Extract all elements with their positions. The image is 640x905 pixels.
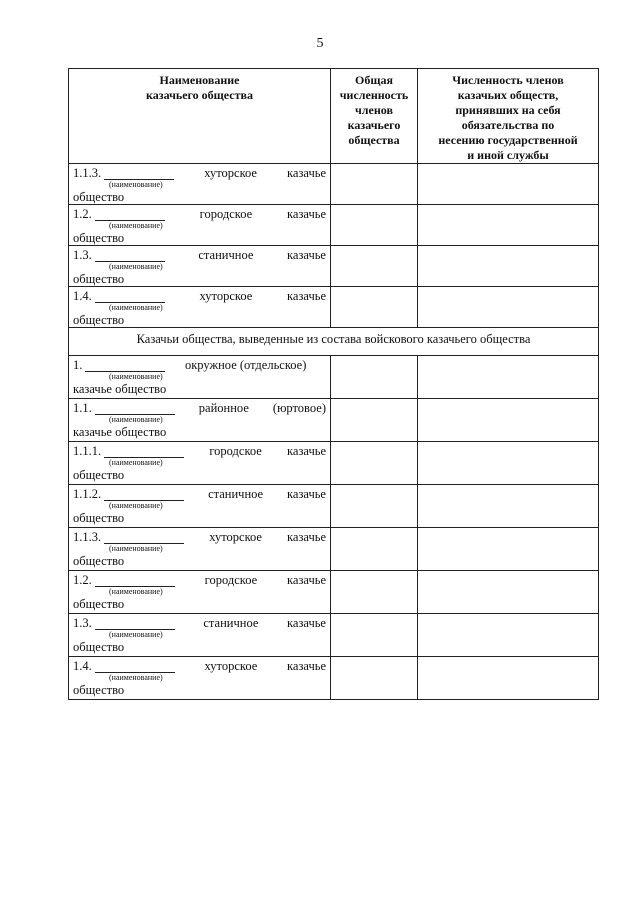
blank-line [104,169,174,180]
society-word: казачье [287,530,326,544]
society-word: казачье [287,573,326,587]
society-name-cell [69,205,331,246]
society-tail: общество [73,554,125,568]
name-line [73,166,326,180]
table-row [69,485,599,528]
row-number: 1.1. [73,401,92,415]
blank-line [95,662,175,673]
society-tail: общество [73,640,125,654]
society-name-cell [69,287,331,328]
blank-caption: (наименование) [109,673,163,682]
blank-line [95,251,165,262]
numbered-blank [73,166,174,180]
table-row [69,205,599,246]
row-number: 1.1.3. [73,166,102,180]
numbered-blank [73,616,175,630]
cossack-societies-table [68,68,599,700]
table-row [69,614,599,657]
total-members-cell[interactable] [331,356,418,399]
service-members-cell[interactable] [418,246,599,287]
numbered-blank [73,487,184,501]
blank-caption: (наименование) [109,180,163,189]
blank-caption: (наименование) [109,630,163,639]
total-members-cell[interactable] [331,657,418,700]
total-members-cell[interactable] [331,442,418,485]
society-name-cell [69,485,331,528]
society-word: казачье [287,248,326,262]
society-tail: общество [73,313,125,327]
table-row [69,399,599,442]
blank-caption: (наименование) [109,303,163,312]
service-members-cell[interactable] [418,442,599,485]
blank-line [104,533,184,544]
society-tail: общество [73,511,125,525]
name-line [73,659,326,673]
society-tail: общество [73,231,125,245]
name-line [73,248,326,262]
blank-line [95,404,175,415]
total-members-cell[interactable] [331,164,418,205]
blank-line [104,490,184,501]
society-name-cell [69,399,331,442]
row-number: 1.4. [73,289,92,303]
society-name-cell [69,246,331,287]
society-tail: казачье общество [73,382,167,396]
row-number: 1.3. [73,248,92,262]
society-name-cell [69,614,331,657]
name-line [73,487,326,501]
section-title: Казачьи общества, выведенные из состава войскового казачьего общества [69,328,599,356]
blank-caption: (наименование) [109,544,163,553]
table-header-row [69,69,599,164]
name-line [73,207,326,221]
society-tail: общество [73,468,125,482]
service-members-cell[interactable] [418,399,599,442]
row-number: 1.1.1. [73,444,102,458]
society-tail: общество [73,597,125,611]
service-members-cell[interactable] [418,614,599,657]
table-row [69,657,599,700]
society-kind: станичное [208,487,264,501]
society-word: казачье [287,207,326,221]
numbered-blank [73,401,175,415]
blank-caption: (наименование) [109,415,163,424]
row-number: 1. [73,358,83,372]
blank-line [95,619,175,630]
table-row [69,164,599,205]
society-tail: общество [73,190,125,204]
total-members-cell[interactable] [331,205,418,246]
society-tail: общество [73,272,125,286]
society-name-cell [69,657,331,700]
blank-line [95,210,165,221]
total-members-cell[interactable] [331,614,418,657]
table-row [69,528,599,571]
blank-caption: (наименование) [109,221,163,230]
service-members-cell[interactable] [418,205,599,246]
blank-caption: (наименование) [109,587,163,596]
society-word: казачье [287,166,326,180]
total-members-cell[interactable] [331,485,418,528]
society-word: казачье [287,444,326,458]
society-kind: хуторское [199,289,253,303]
section-row [69,328,599,356]
numbered-blank [73,289,165,303]
total-members-cell[interactable] [331,528,418,571]
header-service-members: Численность членов казачьих обществ, принявших на себя обязательства по несению государственной и иной службы [418,69,599,164]
society-name-cell [69,571,331,614]
society-name-cell [69,164,331,205]
society-kind: хуторское [204,659,258,673]
total-members-cell[interactable] [331,287,418,328]
society-kind: городское [209,444,262,458]
society-word: казачье [287,487,326,501]
blank-line [104,447,184,458]
society-kind: хуторское [204,166,257,180]
service-members-cell[interactable] [418,528,599,571]
name-line [73,573,326,587]
name-line [73,401,326,415]
row-number: 1.1.2. [73,487,102,501]
numbered-blank [73,659,175,673]
table-row [69,246,599,287]
table-row [69,571,599,614]
total-members-cell[interactable] [331,571,418,614]
name-line [73,530,326,544]
service-members-cell[interactable] [418,287,599,328]
blank-caption: (наименование) [109,262,163,271]
total-members-cell[interactable] [331,399,418,442]
name-line [73,289,326,303]
society-kind: станичное [203,616,259,630]
blank-line [95,292,165,303]
row-number: 1.3. [73,616,92,630]
blank-caption: (наименование) [109,458,163,467]
society-kind: городское [204,573,258,587]
name-line [73,616,326,630]
page-number: 5 [316,36,324,51]
name-line [73,444,326,458]
society-name-cell [69,356,331,399]
society-word: казачье [287,616,326,630]
society-word: казачье [287,659,326,673]
table-row [69,287,599,328]
numbered-blank [73,444,184,458]
society-kind: городское [199,207,253,221]
numbered-blank [73,573,175,587]
society-kind: хуторское [209,530,262,544]
blank-line [95,576,175,587]
row-number: 1.2. [73,207,92,221]
total-members-cell[interactable] [331,246,418,287]
service-members-cell[interactable] [418,657,599,700]
service-members-cell[interactable] [418,356,599,399]
numbered-blank [73,530,184,544]
row-number: 1.2. [73,573,92,587]
row-number: 1.1.3. [73,530,102,544]
service-members-cell[interactable] [418,164,599,205]
table-row [69,442,599,485]
service-members-cell[interactable] [418,571,599,614]
society-kind: станичное [198,248,254,262]
society-tail: казачье общество [73,425,167,439]
blank-line [85,361,165,372]
numbered-blank [73,207,165,221]
society-tail: общество [73,683,125,697]
society-word: казачье [287,289,326,303]
table-row [69,356,599,399]
numbered-blank [73,248,165,262]
blank-caption: (наименование) [109,372,163,381]
header-name: Наименование казачьего общества [69,69,331,164]
society-name-cell [69,528,331,571]
blank-caption: (наименование) [109,501,163,510]
service-members-cell[interactable] [418,485,599,528]
society-word: (юртовое) [272,401,326,415]
society-kind: окружное (отдельское) [184,358,307,372]
numbered-blank [73,358,165,372]
society-name-cell [69,442,331,485]
header-total-members: Общая численность членов казачьего общества [331,69,418,164]
name-line [73,358,326,372]
row-number: 1.4. [73,659,92,673]
society-kind: районное [198,401,249,415]
